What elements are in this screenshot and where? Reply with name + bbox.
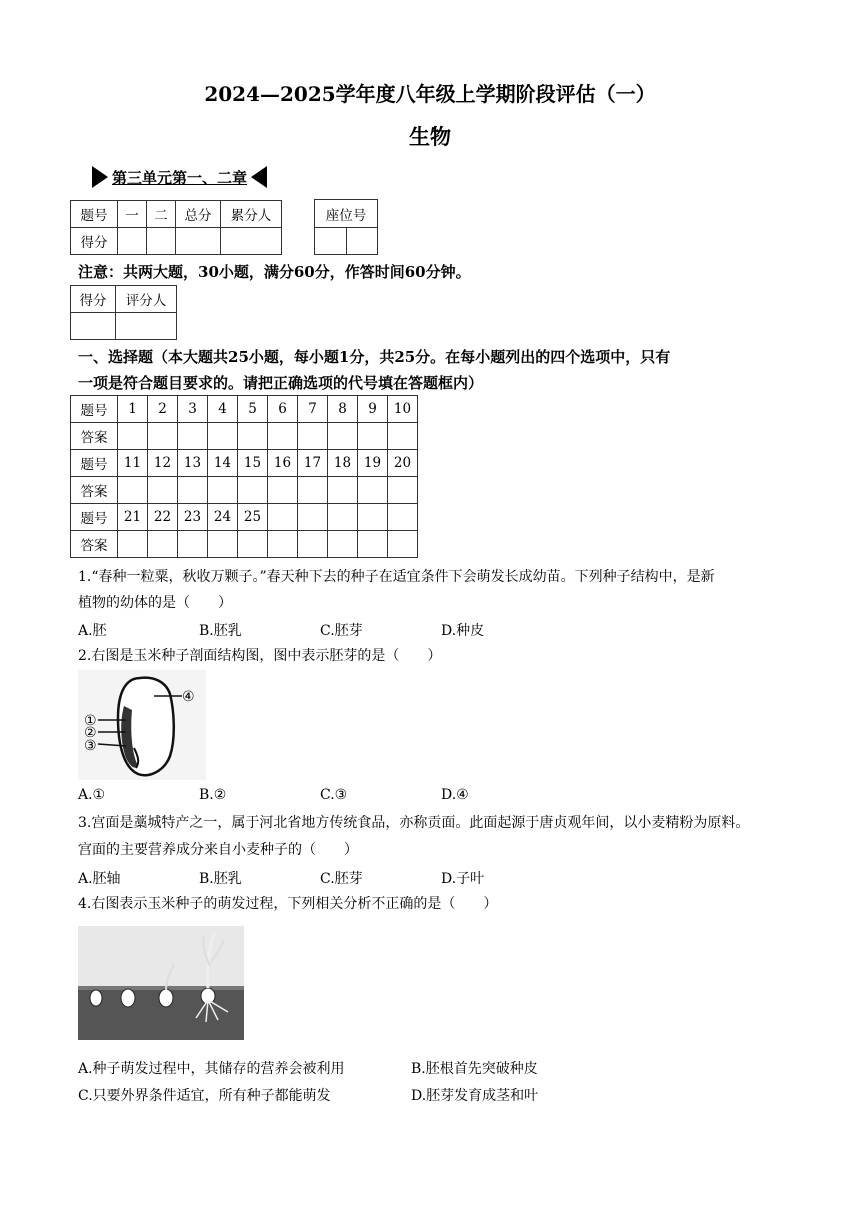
grid-answer-cell[interactable] <box>238 531 268 558</box>
exam-title: 2024—2025学年度八年级上学期阶段评估（一） <box>204 82 656 106</box>
unit-banner <box>92 162 267 192</box>
grid-answer-cell[interactable] <box>238 477 268 504</box>
grid-q-num: 16 <box>268 450 298 477</box>
grid-q-num: 2 <box>148 396 178 423</box>
grid-q-num: 13 <box>178 450 208 477</box>
grid-answer-cell[interactable] <box>268 531 298 558</box>
q4-option-b[interactable]: B.胚根首先突破种皮 <box>411 1061 538 1077</box>
seat-label: 座位号 <box>315 200 378 228</box>
grid-q-num: 1 <box>118 396 148 423</box>
score-header-cell: 题号 <box>71 201 118 228</box>
triangle-right-icon <box>92 166 108 188</box>
grid-q-num <box>328 504 358 531</box>
subject-title: 生物 <box>409 124 451 149</box>
grid-q-num: 21 <box>118 504 148 531</box>
q3-option-b[interactable]: B.胚乳 <box>199 871 242 887</box>
question-stem: 3.宫面是藁城特产之一，属于河北省地方传统食品，亦称贡面。此面起源于唐贞观年间，以小麦精粉为原料。 <box>78 815 750 831</box>
grid-answer-cell[interactable] <box>178 477 208 504</box>
q1-option-b[interactable]: B.胚乳 <box>199 623 242 639</box>
grid-answer-cell[interactable] <box>238 423 268 450</box>
q2-option-c[interactable]: C.③ <box>320 787 348 803</box>
figure-label-3: ③ <box>84 738 97 754</box>
q1-option-c[interactable]: C.胚芽 <box>320 623 363 639</box>
grid-answer-cell[interactable] <box>148 477 178 504</box>
grid-q-num: 14 <box>208 450 238 477</box>
grid-answer-cell[interactable] <box>328 531 358 558</box>
grid-answer-cell[interactable] <box>358 477 388 504</box>
grid-q-num: 4 <box>208 396 238 423</box>
grid-answer-cell[interactable] <box>298 531 328 558</box>
grid-a-label: 答案 <box>71 423 118 450</box>
notice-text: 注意：共两大题，30小题，满分60分，作答时间60分钟。 <box>78 263 471 281</box>
seat-cell[interactable] <box>315 228 347 255</box>
grid-q-num: 24 <box>208 504 238 531</box>
grid-q-num: 9 <box>358 396 388 423</box>
grid-q-num: 8 <box>328 396 358 423</box>
q3-option-c[interactable]: C.胚芽 <box>320 871 363 887</box>
grid-q-num: 19 <box>358 450 388 477</box>
grid-answer-cell[interactable] <box>358 423 388 450</box>
seat-table <box>314 199 378 255</box>
question-3 <box>78 812 749 861</box>
grid-answer-cell[interactable] <box>268 477 298 504</box>
answer-grid <box>70 395 418 558</box>
germination-diagram <box>78 926 244 1040</box>
grid-q-num: 3 <box>178 396 208 423</box>
grid-answer-cell[interactable] <box>118 531 148 558</box>
grader-cell[interactable] <box>71 313 116 340</box>
score-header-cell: 二 <box>147 201 176 228</box>
grid-q-num: 22 <box>148 504 178 531</box>
unit-label: 第三单元第一、二章 <box>112 168 248 187</box>
grid-answer-cell[interactable] <box>178 423 208 450</box>
grid-q-num: 18 <box>328 450 358 477</box>
grid-answer-cell[interactable] <box>388 423 418 450</box>
score-table <box>70 200 282 255</box>
grid-q-label: 题号 <box>71 504 118 531</box>
score-row-label: 得分 <box>71 228 118 255</box>
section1-heading-line: 一、选择题（本大题共25小题，每小题1分，共25分。在每小题列出的四个选项中，只有 <box>78 348 671 366</box>
score-header-cell: 累分人 <box>221 201 282 228</box>
seat-cell[interactable] <box>346 228 378 255</box>
grid-answer-cell[interactable] <box>268 423 298 450</box>
grid-answer-cell[interactable] <box>388 531 418 558</box>
score-cell[interactable] <box>176 228 221 255</box>
grid-answer-cell[interactable] <box>118 477 148 504</box>
grid-q-num: 20 <box>388 450 418 477</box>
q4-option-a[interactable]: A.种子萌发过程中，其储存的营养会被利用 <box>78 1061 345 1077</box>
question-stem: 1.“春种一粒粟，秋收万颗子。”春天种下去的种子在适宜条件下会萌发长成幼苗。下列种子结构中，是新 <box>78 569 715 585</box>
q1-option-a[interactable]: A.胚 <box>78 623 107 639</box>
grid-answer-cell[interactable] <box>328 423 358 450</box>
grader-table <box>70 285 177 340</box>
grid-q-num: 15 <box>238 450 268 477</box>
q3-option-a[interactable]: A.胚轴 <box>78 871 121 887</box>
score-cell[interactable] <box>221 228 282 255</box>
grid-answer-cell[interactable] <box>208 531 238 558</box>
germination-figure <box>78 926 244 1040</box>
grid-answer-cell[interactable] <box>178 531 208 558</box>
grid-q-num: 11 <box>118 450 148 477</box>
grid-a-label: 答案 <box>71 531 118 558</box>
score-header-cell: 总分 <box>176 201 221 228</box>
grid-answer-cell[interactable] <box>208 423 238 450</box>
q2-option-a[interactable]: A.① <box>78 787 106 803</box>
grid-q-num: 10 <box>388 396 418 423</box>
grid-q-label: 题号 <box>71 396 118 423</box>
grid-answer-cell[interactable] <box>358 531 388 558</box>
grid-answer-cell[interactable] <box>388 477 418 504</box>
grader-cell[interactable] <box>116 313 177 340</box>
question-1 <box>78 566 715 614</box>
score-header-cell: 一 <box>118 201 147 228</box>
grid-q-num: 23 <box>178 504 208 531</box>
grid-answer-cell[interactable] <box>298 477 328 504</box>
q2-option-d[interactable]: D.④ <box>441 787 469 803</box>
triangle-left-icon <box>251 166 267 188</box>
question-4-stem: 4.右图表示玉米种子的萌发过程，下列相关分析不正确的是（ ） <box>78 896 498 912</box>
question-stem: 植物的幼体的是（ ） <box>78 595 232 611</box>
corn-seed-figure <box>78 670 206 780</box>
grid-q-num <box>298 504 328 531</box>
grid-q-num: 6 <box>268 396 298 423</box>
grid-q-num <box>358 504 388 531</box>
grid-answer-cell[interactable] <box>148 423 178 450</box>
grid-q-num: 5 <box>238 396 268 423</box>
grid-q-label: 题号 <box>71 450 118 477</box>
figure-label-1: ① <box>84 713 97 729</box>
grid-a-label: 答案 <box>71 477 118 504</box>
grid-answer-cell[interactable] <box>118 423 148 450</box>
grid-q-num: 7 <box>298 396 328 423</box>
score-cell[interactable] <box>118 228 147 255</box>
grid-q-num: 17 <box>298 450 328 477</box>
grid-q-num: 25 <box>238 504 268 531</box>
grid-answer-cell[interactable] <box>148 531 178 558</box>
q4-option-c[interactable]: C.只要外界条件适宜，所有种子都能萌发 <box>78 1088 331 1104</box>
q2-option-b[interactable]: B.② <box>199 787 227 803</box>
q1-option-d[interactable]: D.种皮 <box>441 623 485 639</box>
grid-answer-cell[interactable] <box>298 423 328 450</box>
score-cell[interactable] <box>147 228 176 255</box>
figure-label-4: ④ <box>182 689 195 705</box>
question-stem: 宫面的主要营养成分来自小麦种子的（ ） <box>78 842 358 858</box>
grid-q-num <box>388 504 418 531</box>
q3-option-d[interactable]: D.子叶 <box>441 871 485 887</box>
q4-option-d[interactable]: D.胚芽发育成茎和叶 <box>411 1088 539 1104</box>
figure-label-2: ② <box>84 725 97 741</box>
grader-header-cell: 评分人 <box>116 286 177 313</box>
grid-answer-cell[interactable] <box>208 477 238 504</box>
grid-answer-cell[interactable] <box>328 477 358 504</box>
question-2-stem: 2.右图是玉米种子剖面结构图，图中表示胚芽的是（ ） <box>78 648 442 664</box>
grader-header-cell: 得分 <box>71 286 116 313</box>
section1-heading <box>78 344 798 396</box>
grid-q-num: 12 <box>148 450 178 477</box>
corn-seed-diagram <box>78 670 206 780</box>
grid-q-num <box>268 504 298 531</box>
section1-heading-line: 一项是符合题目要求的。请把正确选项的代号填在答题框内） <box>78 374 484 392</box>
